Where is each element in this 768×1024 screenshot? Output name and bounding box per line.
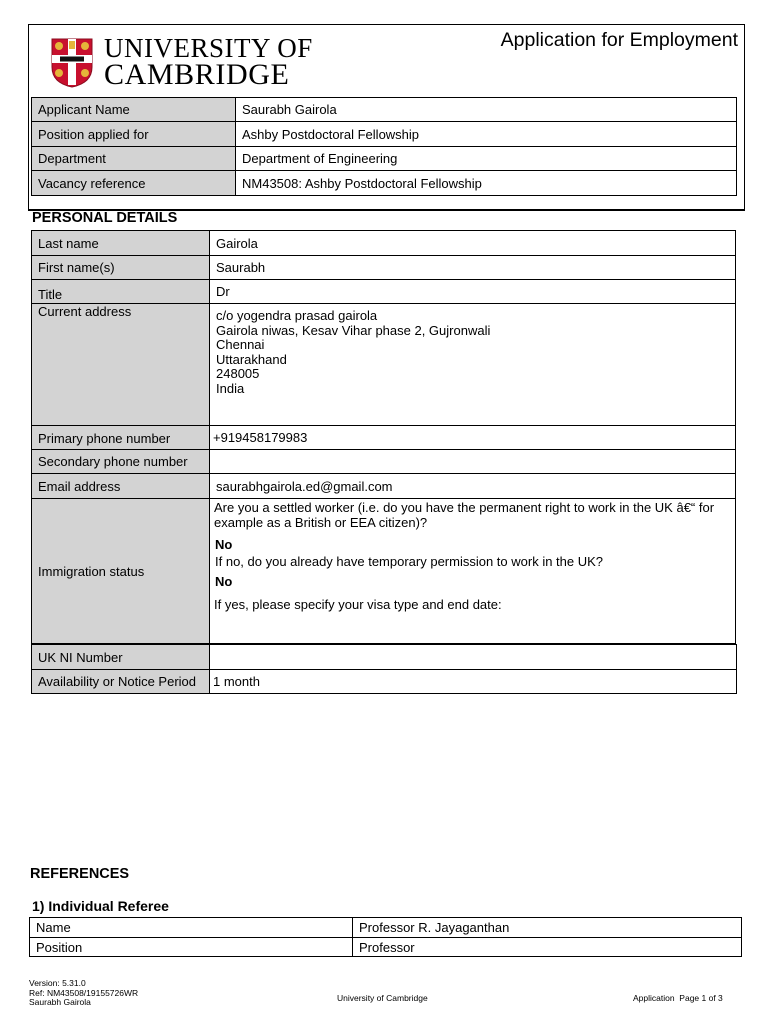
table-row bbox=[32, 645, 737, 670]
first-name-label: First name(s) bbox=[32, 256, 210, 280]
primary-phone-value: +919458179983 bbox=[210, 426, 736, 450]
notice-period-value: 1 month bbox=[210, 670, 737, 694]
address-line: India bbox=[216, 380, 245, 396]
footer-version: Version: 5.31.0 bbox=[29, 978, 86, 988]
address-line: Uttarakhand bbox=[216, 351, 287, 367]
table-row bbox=[32, 426, 736, 450]
table-row bbox=[32, 474, 736, 499]
uk-ni-value bbox=[210, 645, 737, 670]
personal-details-heading: PERSONAL DETAILS bbox=[32, 210, 178, 226]
referee-position-label: Position bbox=[30, 938, 353, 957]
uk-ni-label: UK NI Number bbox=[32, 645, 210, 670]
table-row bbox=[32, 147, 737, 171]
footer-center: University of Cambridge bbox=[337, 993, 428, 1003]
vacancy-reference-value: NM43508: Ashby Postdoctoral Fellowship bbox=[236, 171, 737, 196]
personal-details-table bbox=[31, 230, 736, 644]
document-title: Application for Employment bbox=[500, 29, 738, 51]
referee-name-value: Professor R. Jayaganthan bbox=[353, 918, 742, 938]
address-line: c/o yogendra prasad gairola bbox=[216, 308, 378, 323]
footer-page-number: Application Page 1 of 3 bbox=[633, 993, 723, 1003]
department-label: Department bbox=[32, 147, 236, 171]
last-name-label: Last name bbox=[32, 231, 210, 256]
title-value: Dr bbox=[210, 280, 736, 304]
address-line: 248005 bbox=[216, 366, 260, 381]
referee-position-value: Professor bbox=[353, 938, 742, 957]
secondary-phone-value bbox=[210, 450, 736, 474]
position-applied-value: Ashby Postdoctoral Fellowship bbox=[236, 122, 737, 147]
university-name-line2: CAMBRIDGE bbox=[104, 58, 290, 91]
footer-applicant-name: Saurabh Gairola bbox=[29, 997, 91, 1007]
primary-phone-label: Primary phone number bbox=[32, 426, 210, 450]
table-row bbox=[32, 171, 737, 196]
address-line: Chennai bbox=[216, 337, 265, 352]
table-row bbox=[32, 499, 736, 644]
current-address-label: Current address bbox=[32, 304, 210, 426]
applicant-name-label: Applicant Name bbox=[32, 98, 236, 122]
immigration-status-label: Immigration status bbox=[32, 499, 210, 644]
table-row bbox=[32, 304, 736, 426]
title-label: Title bbox=[32, 280, 210, 304]
table-row bbox=[32, 98, 737, 122]
department-value: Department of Engineering bbox=[236, 147, 737, 171]
footer-left bbox=[29, 979, 138, 1008]
email-label: Email address bbox=[32, 474, 210, 499]
table-row bbox=[32, 280, 736, 304]
vacancy-reference-label: Vacancy reference bbox=[32, 171, 236, 196]
university-name-line1: UNIVERSITY OF bbox=[104, 33, 313, 63]
referee-table bbox=[29, 917, 742, 957]
address-line: Gairola niwas, Kesav Vihar phase 2, Gujronwali bbox=[216, 322, 491, 338]
temporary-permission-answer: No bbox=[215, 574, 233, 589]
email-value: saurabhgairola.ed@gmail.com bbox=[210, 474, 736, 499]
temporary-permission-question: If no, do you already have temporary permission to work in the UK? bbox=[215, 554, 604, 569]
applicant-name-value: Saurabh Gairola bbox=[236, 98, 737, 122]
current-address-value bbox=[210, 304, 736, 426]
ni-notice-table bbox=[31, 644, 737, 694]
table-row bbox=[32, 231, 736, 256]
individual-referee-heading: 1) Individual Referee bbox=[32, 898, 169, 914]
references-heading: REFERENCES bbox=[30, 866, 130, 882]
first-name-value: Saurabh bbox=[210, 256, 736, 280]
table-row bbox=[32, 670, 737, 694]
table-row bbox=[30, 938, 742, 957]
visa-question: If yes, please specify your visa type and end date: bbox=[214, 597, 502, 612]
applicant-summary-table bbox=[31, 97, 737, 196]
settled-worker-answer: No bbox=[215, 537, 233, 552]
table-row bbox=[32, 122, 737, 147]
footer-ref: Ref: NM43508/19155726WR bbox=[29, 987, 139, 998]
position-applied-label: Position applied for bbox=[32, 122, 236, 147]
referee-name-label: Name bbox=[30, 918, 353, 938]
table-row bbox=[32, 450, 736, 474]
university-crest-icon bbox=[50, 37, 94, 89]
secondary-phone-label: Secondary phone number bbox=[32, 450, 210, 474]
last-name-value: Gairola bbox=[210, 231, 736, 256]
table-row bbox=[32, 256, 736, 280]
table-row bbox=[30, 918, 742, 938]
settled-worker-question: Are you a settled worker (i.e. do you have the permanent right to work in the UK â€“ for example as a British or EEA citizen)? bbox=[214, 500, 715, 530]
notice-period-label: Availability or Notice Period bbox=[32, 670, 210, 694]
immigration-status-value bbox=[210, 499, 736, 644]
